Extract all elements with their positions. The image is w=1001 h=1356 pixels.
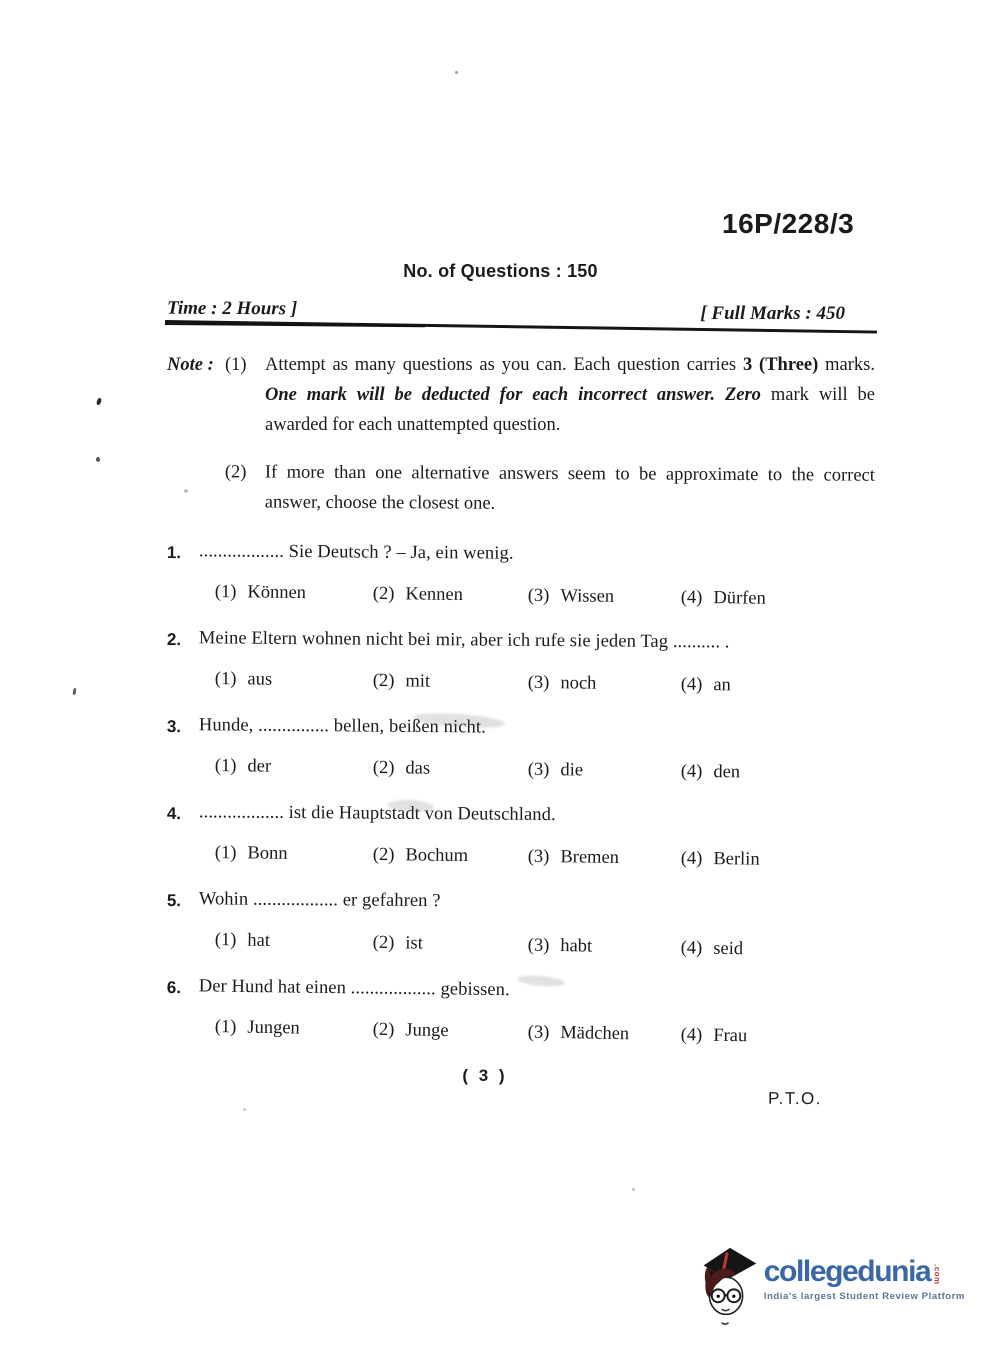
answer-option bbox=[215, 1015, 373, 1042]
question-2 bbox=[166, 626, 875, 696]
option-number: (1) bbox=[214, 668, 237, 690]
answer-option bbox=[528, 758, 681, 784]
option-label: Wissen bbox=[560, 586, 615, 607]
question-line bbox=[167, 800, 875, 832]
question-text: .................. Sie Deutsch ? – Ja, ein wenig. bbox=[198, 541, 514, 564]
question-line bbox=[167, 887, 875, 919]
option-label: Bremen bbox=[560, 847, 620, 868]
option-number: (3) bbox=[527, 935, 550, 956]
scan-speckle bbox=[72, 688, 76, 695]
option-label: Bochum bbox=[405, 845, 469, 867]
answer-option bbox=[528, 845, 681, 871]
note-seg-bold: 3 (Three) bbox=[742, 355, 819, 375]
option-number: (4) bbox=[680, 674, 703, 695]
question-text: Wohin .................. er gefahren ? bbox=[198, 889, 441, 912]
option-number: (1) bbox=[214, 929, 237, 951]
option-number: (4) bbox=[680, 761, 703, 782]
option-number: (3) bbox=[527, 846, 550, 868]
scan-speckle bbox=[455, 71, 458, 74]
question-text: Meine Eltern wohnen nicht bei mir, aber ich rufe sie jeden Tag .......... . bbox=[198, 628, 730, 653]
question-number: 6. bbox=[166, 977, 182, 998]
logo-brand-row bbox=[764, 1256, 965, 1288]
option-label: Bonn bbox=[247, 843, 288, 864]
option-number: (3) bbox=[527, 672, 550, 694]
option-number: (2) bbox=[372, 670, 395, 692]
options-row bbox=[215, 928, 875, 964]
question-1 bbox=[166, 539, 875, 609]
option-number: (1) bbox=[214, 755, 237, 777]
note-item-1 bbox=[167, 350, 875, 440]
answer-option bbox=[681, 1023, 875, 1050]
note-label-spacer bbox=[167, 457, 225, 517]
answer-option bbox=[528, 671, 681, 697]
option-label: die bbox=[560, 760, 584, 781]
scan-speckle bbox=[184, 489, 188, 493]
option-label: der bbox=[247, 756, 272, 777]
note-label: Note : bbox=[167, 355, 214, 375]
option-label: Frau bbox=[713, 1025, 748, 1047]
logo-tagline: India's largest Student Review Platform bbox=[763, 1291, 965, 1302]
option-number: (1) bbox=[214, 842, 237, 864]
option-label: den bbox=[713, 762, 741, 783]
answer-option bbox=[681, 760, 875, 786]
answer-option bbox=[373, 931, 528, 958]
option-label: das bbox=[405, 758, 431, 779]
option-number: (4) bbox=[680, 848, 703, 869]
collegedunia-mascot bbox=[694, 1244, 760, 1330]
question-4 bbox=[166, 800, 875, 870]
question-line bbox=[167, 539, 875, 571]
question-number: 4. bbox=[166, 803, 182, 824]
option-number: (2) bbox=[372, 757, 395, 779]
answer-option bbox=[373, 843, 528, 869]
scan-speckle bbox=[96, 398, 102, 406]
answer-option bbox=[528, 1020, 681, 1047]
note-item-2 bbox=[167, 457, 875, 521]
pto-label: P.T.O. bbox=[767, 1088, 823, 1109]
option-label: mit bbox=[405, 671, 431, 692]
option-number: (2) bbox=[372, 844, 395, 866]
note-seg-bold-italic: Zero bbox=[724, 385, 761, 405]
answer-option bbox=[681, 673, 875, 699]
collegedunia-logo bbox=[694, 1244, 965, 1330]
note-seg: mark will be awarded for each unattempted question. bbox=[265, 385, 876, 435]
question-5 bbox=[166, 887, 875, 960]
answer-option bbox=[681, 936, 875, 963]
answer-option bbox=[373, 669, 528, 695]
option-number: (1) bbox=[214, 581, 237, 603]
option-label: Jungen bbox=[247, 1017, 300, 1039]
option-number: (3) bbox=[527, 759, 550, 781]
paper-code: 16P/228/3 bbox=[722, 208, 855, 239]
option-label: Dürfen bbox=[713, 588, 766, 609]
question-line bbox=[167, 713, 875, 745]
option-label: noch bbox=[560, 673, 597, 694]
logo-tld-text: .com bbox=[932, 1264, 942, 1285]
option-number: (2) bbox=[372, 932, 395, 954]
logo-brand-text: collegedunia bbox=[763, 1255, 931, 1288]
answer-option bbox=[373, 756, 528, 782]
note-seg: marks. bbox=[818, 355, 875, 375]
option-number: (2) bbox=[372, 583, 395, 605]
time-label: Time : 2 Hours ] bbox=[166, 297, 298, 320]
scan-speckle bbox=[632, 1188, 635, 1191]
options-row bbox=[215, 580, 875, 612]
scan-speckle bbox=[243, 1108, 246, 1111]
options-row bbox=[215, 841, 875, 873]
question-text: .................. ist die Hauptstadt von Deutschland. bbox=[198, 802, 556, 826]
full-marks-label: [ Full Marks : 450 bbox=[700, 303, 845, 324]
questions-count-label: No. of Questions : 150 bbox=[403, 261, 598, 281]
answer-option bbox=[215, 841, 373, 867]
answer-option bbox=[528, 933, 681, 960]
answer-option bbox=[215, 928, 373, 955]
question-number: 5. bbox=[166, 890, 182, 911]
question-6 bbox=[166, 974, 875, 1047]
note-seg bbox=[715, 385, 725, 405]
option-number: (3) bbox=[527, 1022, 550, 1043]
option-label: an bbox=[713, 675, 731, 696]
option-label: Junge bbox=[405, 1020, 449, 1042]
option-number: (3) bbox=[527, 585, 550, 607]
option-label: Berlin bbox=[713, 849, 760, 870]
note-number: (1) bbox=[225, 355, 247, 375]
answer-option bbox=[681, 847, 875, 873]
question-text: Der Hund hat einen .................. gebissen. bbox=[198, 976, 510, 1001]
question-line bbox=[167, 626, 875, 658]
note-seg-bold-italic: One mark will be deducted for each incorrect answer. bbox=[265, 385, 716, 405]
option-label: hat bbox=[247, 930, 271, 951]
options-row bbox=[215, 667, 875, 699]
question-number: 3. bbox=[166, 716, 182, 737]
answer-option bbox=[215, 754, 373, 780]
note-number: (2) bbox=[224, 462, 247, 483]
option-label: aus bbox=[247, 669, 273, 690]
question-3 bbox=[166, 713, 875, 783]
options-row bbox=[215, 754, 875, 786]
answer-option bbox=[681, 586, 875, 612]
answer-option bbox=[373, 1018, 528, 1045]
question-number: 1. bbox=[166, 542, 182, 563]
option-number: (4) bbox=[680, 1025, 703, 1046]
option-number: (4) bbox=[680, 938, 703, 959]
option-label: seid bbox=[713, 938, 744, 960]
option-number: (4) bbox=[680, 587, 703, 608]
answer-option bbox=[373, 582, 528, 608]
exam-content bbox=[166, 350, 876, 1047]
option-number: (1) bbox=[214, 1016, 237, 1038]
answer-option bbox=[215, 667, 373, 693]
question-number: 2. bbox=[166, 629, 182, 650]
page-number: ( 3 ) bbox=[462, 1066, 508, 1085]
option-label: Können bbox=[247, 582, 307, 604]
option-label: Mädchen bbox=[560, 1023, 630, 1045]
option-label: ist bbox=[405, 933, 423, 954]
answer-option bbox=[528, 584, 681, 610]
note-seg: Attempt as many questions as you can. Each question carries bbox=[265, 355, 743, 375]
logo-text-block bbox=[764, 1244, 965, 1302]
scan-speckle bbox=[378, 673, 382, 676]
note-text: If more than one alternative answers seem to be approximate to the correct answer, choose the closest one. bbox=[264, 462, 875, 514]
scan-speckle bbox=[96, 457, 100, 462]
answer-option bbox=[215, 580, 373, 606]
option-label: habt bbox=[560, 936, 593, 957]
question-text: Hunde, ............... bellen, beißen nicht. bbox=[198, 715, 486, 738]
note-text bbox=[265, 350, 875, 440]
options-row bbox=[215, 1015, 875, 1051]
option-number: (2) bbox=[372, 1019, 395, 1041]
option-label: Kennen bbox=[405, 584, 464, 606]
